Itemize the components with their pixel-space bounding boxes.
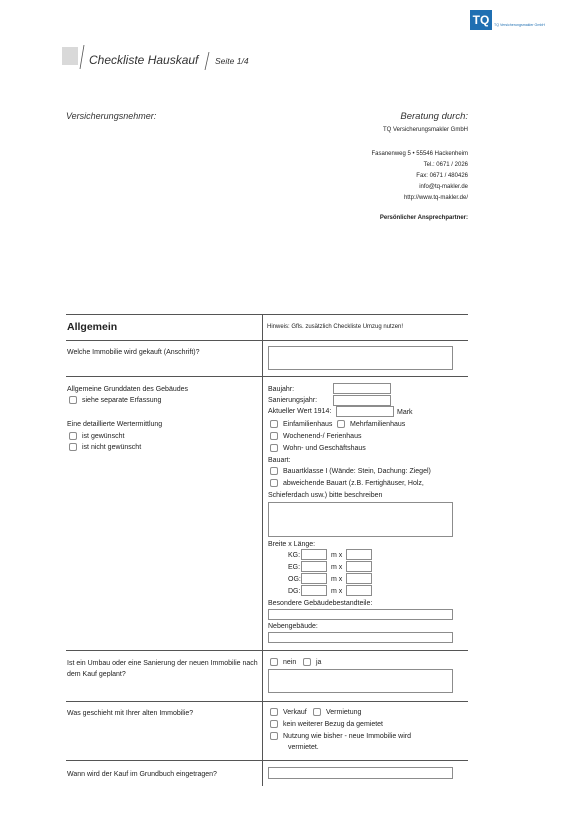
type-efh-checkbox[interactable] bbox=[270, 420, 278, 428]
advisor-fax: Fax: 0671 / 480426 bbox=[416, 173, 468, 179]
advisor-website[interactable]: http://www.tq-makler.de/ bbox=[403, 195, 468, 201]
type-commercial-checkbox[interactable] bbox=[270, 444, 278, 452]
special-parts-label: Besondere Gebäudebestandteile: bbox=[268, 600, 373, 607]
table-top-rule bbox=[66, 314, 468, 315]
sanierungsjahr-label: Sanierungsjahr: bbox=[268, 397, 318, 404]
baujahr-label: Baujahr: bbox=[268, 386, 295, 393]
bauart-label: Bauart: bbox=[268, 457, 291, 464]
old-property-usage-label: Nutzung wie bisher - neue Immobilie wird bbox=[283, 733, 411, 740]
floor-og-width-input[interactable] bbox=[301, 573, 327, 584]
advisor-phone: Tel.: 0671 / 2026 bbox=[423, 162, 468, 168]
type-mfh-checkbox[interactable] bbox=[337, 420, 345, 428]
question-address-label: Welche Immobilie wird gekauft (Anschrift)? bbox=[67, 349, 200, 356]
valuation-wanted-checkbox[interactable] bbox=[69, 432, 77, 440]
valuation-label: Eine detaillierte Wertermittlung bbox=[67, 421, 163, 428]
bauart-other-label: abweichende Bauart (z.B. Fertighäuser, Holz, bbox=[283, 480, 424, 487]
logo-mark: TQ bbox=[470, 10, 492, 30]
special-parts-input[interactable] bbox=[268, 609, 453, 620]
address-input[interactable] bbox=[268, 346, 453, 370]
floor-kg-label: KG: bbox=[288, 552, 301, 559]
old-property-rent-label: Vermietung bbox=[326, 709, 362, 716]
old-property-sale-label: Verkauf bbox=[283, 709, 307, 716]
valuation-not-wanted-label: ist nicht gewünscht bbox=[82, 444, 142, 451]
currency-mark-label: Mark bbox=[397, 409, 413, 416]
dimensions-label: Breite x Länge: bbox=[268, 541, 316, 548]
renovation-no-label: nein bbox=[283, 659, 297, 666]
floor-eg-width-input[interactable] bbox=[301, 561, 327, 572]
renovation-yes-checkbox[interactable] bbox=[303, 658, 311, 666]
floor-eg-length-input[interactable] bbox=[346, 561, 372, 572]
floor-og-unit: m x bbox=[331, 576, 343, 583]
table-row-rule bbox=[66, 376, 468, 377]
logo-text: TQ Versicherungsmakler GmbH bbox=[494, 23, 545, 27]
floor-eg-unit: m x bbox=[331, 564, 343, 571]
separate-entry-checkbox[interactable] bbox=[69, 396, 77, 404]
baujahr-input[interactable] bbox=[333, 383, 391, 394]
divider-slash-icon bbox=[204, 52, 210, 70]
question-building-data-label: Allgemeine Grunddaten des Gebäudes bbox=[67, 386, 189, 393]
bauart-other-checkbox[interactable] bbox=[270, 479, 278, 487]
renovation-question-label: Ist ein Umbau oder eine Sanierung der neuen Immobilie nach bbox=[67, 660, 258, 667]
old-property-sale-checkbox[interactable] bbox=[270, 708, 278, 716]
outbuildings-label: Nebengebäude: bbox=[268, 623, 318, 630]
advisor-block bbox=[268, 110, 468, 222]
type-weekend-label: Wochenend-/ Ferienhaus bbox=[283, 433, 362, 440]
advisor-label: Beratung durch: bbox=[400, 111, 468, 122]
table-row-rule bbox=[66, 650, 468, 651]
column-divider bbox=[262, 314, 263, 786]
valuation-not-wanted-checkbox[interactable] bbox=[69, 443, 77, 451]
floor-dg-length-input[interactable] bbox=[346, 585, 372, 596]
contact-person-label: Persönlicher Ansprechpartner: bbox=[379, 215, 468, 221]
floor-og-length-input[interactable] bbox=[346, 573, 372, 584]
divider-slash-icon bbox=[79, 45, 85, 69]
old-property-question-label: Was geschieht mit Ihrer alten Immobilie? bbox=[67, 710, 194, 717]
old-property-usage-checkbox[interactable] bbox=[270, 732, 278, 740]
renovation-details-input[interactable] bbox=[268, 669, 453, 693]
sanierungsjahr-input[interactable] bbox=[333, 395, 391, 406]
advisor-address: Fasanenweg 5 • 55546 Hackenheim bbox=[371, 151, 468, 157]
old-property-no-move-checkbox[interactable] bbox=[270, 720, 278, 728]
floor-kg-width-input[interactable] bbox=[301, 549, 327, 560]
floor-kg-unit: m x bbox=[331, 552, 343, 559]
advisor-company: TQ Versicherungsmakler GmbH bbox=[382, 127, 468, 133]
section-hint: Hinweis: Gfls. zusätzlich Checkliste Umzug nutzen! bbox=[267, 324, 404, 330]
type-mfh-label: Mehrfamilienhaus bbox=[350, 421, 406, 428]
floor-kg-length-input[interactable] bbox=[346, 549, 372, 560]
separate-entry-label: siehe separate Erfassung bbox=[82, 397, 162, 404]
bauart-description-input[interactable] bbox=[268, 502, 453, 537]
page-title: Checkliste Hauskauf bbox=[89, 53, 199, 67]
old-property-no-move-label: kein weiterer Bezug da gemietet bbox=[283, 721, 383, 728]
table-row-rule bbox=[66, 760, 468, 761]
floor-dg-label: DG: bbox=[288, 588, 301, 595]
value-1914-input[interactable] bbox=[336, 406, 394, 417]
renovation-question-label-continued: dem Kauf geplant? bbox=[67, 671, 126, 678]
land-register-question-label: Wann wird der Kauf im Grundbuch eingetragen? bbox=[67, 771, 217, 778]
floor-eg-label: EG: bbox=[288, 564, 301, 571]
page-number: Seite 1/4 bbox=[215, 56, 249, 66]
bauart-other-label-continued: Schieferdach usw.) bitte beschreiben bbox=[268, 492, 383, 499]
type-commercial-label: Wohn- und Geschäftshaus bbox=[283, 445, 366, 452]
bauart-class1-label: Bauartklasse I (Wände: Stein, Dachung: Ziegel) bbox=[283, 468, 431, 475]
floor-og-label: OG: bbox=[288, 576, 301, 583]
valuation-wanted-label: ist gewünscht bbox=[82, 433, 125, 440]
outbuildings-input[interactable] bbox=[268, 632, 453, 643]
type-efh-label: Einfamilienhaus bbox=[283, 421, 333, 428]
floor-dg-width-input[interactable] bbox=[301, 585, 327, 596]
old-property-rent-checkbox[interactable] bbox=[313, 708, 321, 716]
type-weekend-checkbox[interactable] bbox=[270, 432, 278, 440]
renovation-no-checkbox[interactable] bbox=[270, 658, 278, 666]
old-property-usage-label-continued: vermietet. bbox=[288, 744, 319, 751]
section-title: Allgemein bbox=[67, 321, 118, 333]
bauart-class1-checkbox[interactable] bbox=[270, 467, 278, 475]
header-square-icon bbox=[62, 47, 78, 65]
table-row-rule bbox=[66, 340, 468, 341]
advisor-email[interactable]: info@tq-makler.de bbox=[419, 184, 468, 190]
table-row-rule bbox=[66, 701, 468, 702]
floor-dg-unit: m x bbox=[331, 588, 343, 595]
value-1914-label: Aktueller Wert 1914: bbox=[268, 408, 332, 415]
insured-label: Versicherungsnehmer: bbox=[66, 111, 157, 121]
renovation-yes-label: ja bbox=[316, 659, 322, 666]
land-register-date-input[interactable] bbox=[268, 767, 453, 779]
